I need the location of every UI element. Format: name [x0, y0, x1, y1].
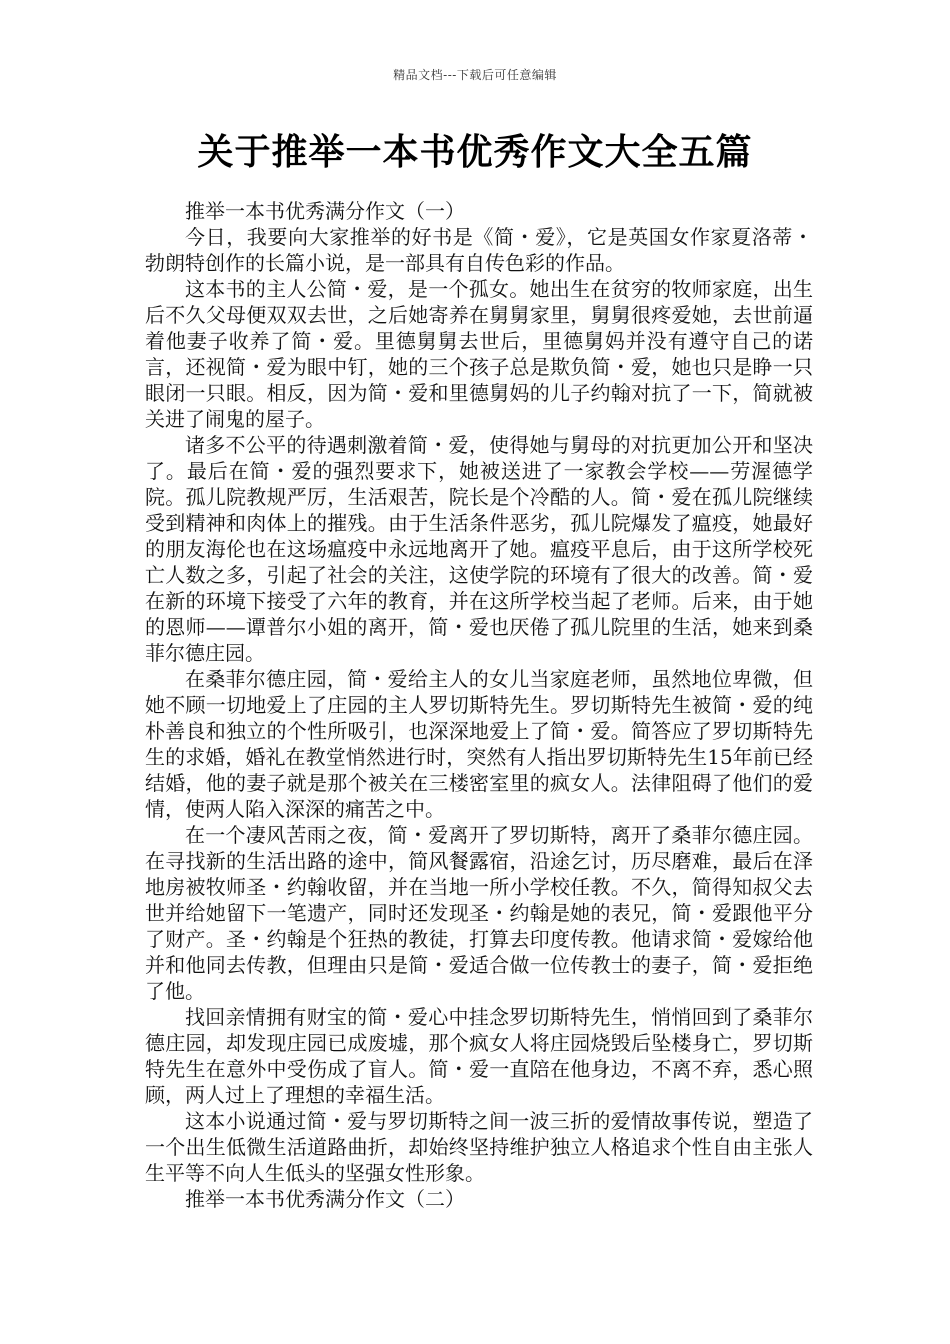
- page-header: 精品文档---下载后可任意编辑: [393, 68, 557, 82]
- body-paragraph: 这本小说通过简・爱与罗切斯特之间一波三折的爱情故事传说，塑造了一个出生低微生活道路曲折，却始终坚持维护独立人格追求个性自由主张人生平等不向人生低头的坚强女性形象。: [145, 1109, 813, 1185]
- body-paragraph: 找回亲情拥有财宝的简・爱心中挂念罗切斯特先生，悄悄回到了桑菲尔德庄园，却发现庄园已成废墟，那个疯女人将庄园烧毁后坠楼身亡，罗切斯特先生在意外中受伤成了盲人。简・爱一直陪在他身边，不离不弃，悉心照顾，两人过上了理想的幸福生活。: [145, 1005, 813, 1107]
- body-paragraph: 今日，我要向大家推举的好书是《简・爱》，它是英国女作家夏洛蒂・勃朗特创作的长篇小说，是一部具有自传色彩的作品。: [145, 225, 813, 275]
- body-paragraph: 在一个凄风苦雨之夜，简・爱离开了罗切斯特，离开了桑菲尔德庄园。在寻找新的生活出路的途中，简风餐露宿，沿途乞讨，历尽磨难，最后在泽地房被牧师圣・约翰收留，并在当地一所小学校任教。不久，简得知叔父去世并给她留下一笔遗产，同时还发现圣・约翰是她的表兄，简・爱跟他平分了财产。圣・约翰是个狂热的教徒，打算去印度传教。他请求简・爱嫁给他并和他同去传教，但理由只是简・爱适合做一位传教士的妻子，简・爱拒绝了他。: [145, 823, 813, 1003]
- document-title: 关于推举一本书优秀作文大全五篇: [197, 131, 753, 173]
- body-paragraph: 诸多不公平的待遇刺激着简・爱，使得她与舅母的对抗更加公开和坚决了。最后在简・爱的强烈要求下，她被送进了一家教会学校——劳渥德学院。孤儿院教规严厉，生活艰苦，院长是个冷酷的人。简・爱在孤儿院继续受到精神和肉体上的摧残。由于生活条件恶劣，孤儿院爆发了瘟疫，她最好的朋友海伦也在这场瘟疫中永远地离开了她。瘟疫平息后，由于这所学校死亡人数之多，引起了社会的关注，这使学院的环境有了很大的改善。简・爱在新的环境下接受了六年的教育，并在这所学校当起了老师。后来，由于她的恩师——谭普尔小姐的离开，简・爱也厌倦了孤儿院里的生活，她来到桑菲尔德庄园。: [145, 433, 813, 665]
- essay-heading: 推举一本书优秀满分作文（二）: [185, 1187, 465, 1211]
- body-paragraph: 这本书的主人公简・爱，是一个孤女。她出生在贫穷的牧师家庭，出生后不久父母便双双去世，之后她寄养在舅舅家里，舅舅很疼爱她，去世前逼着他妻子收养了简・爱。里德舅舅去世后，里德舅妈并没有遵守自己的诺言，还视简・爱为眼中钉，她的三个孩子总是欺负简・爱，她也只是睁一只眼闭一只眼。相反，因为简・爱和里德舅妈的儿子约翰对抗了一下，简就被关进了闹鬼的屋子。: [145, 277, 813, 431]
- document-body: [145, 198, 813, 1212]
- body-paragraph: 在桑菲尔德庄园，简・爱给主人的女儿当家庭老师，虽然地位卑微，但她不顾一切地爱上了庄园的主人罗切斯特先生。罗切斯特先生被简・爱的纯朴善良和独立的个性所吸引，也深深地爱上了简・爱。简答应了罗切斯特先生的求婚，婚礼在教堂悄然进行时，突然有人指出罗切斯特先生15年前已经结婚，他的妻子就是那个被关在三楼密室里的疯女人。法律阻碍了他们的爱情，使两人陷入深深的痛苦之中。: [145, 667, 813, 821]
- essay-heading: 推举一本书优秀满分作文（一）: [185, 199, 465, 223]
